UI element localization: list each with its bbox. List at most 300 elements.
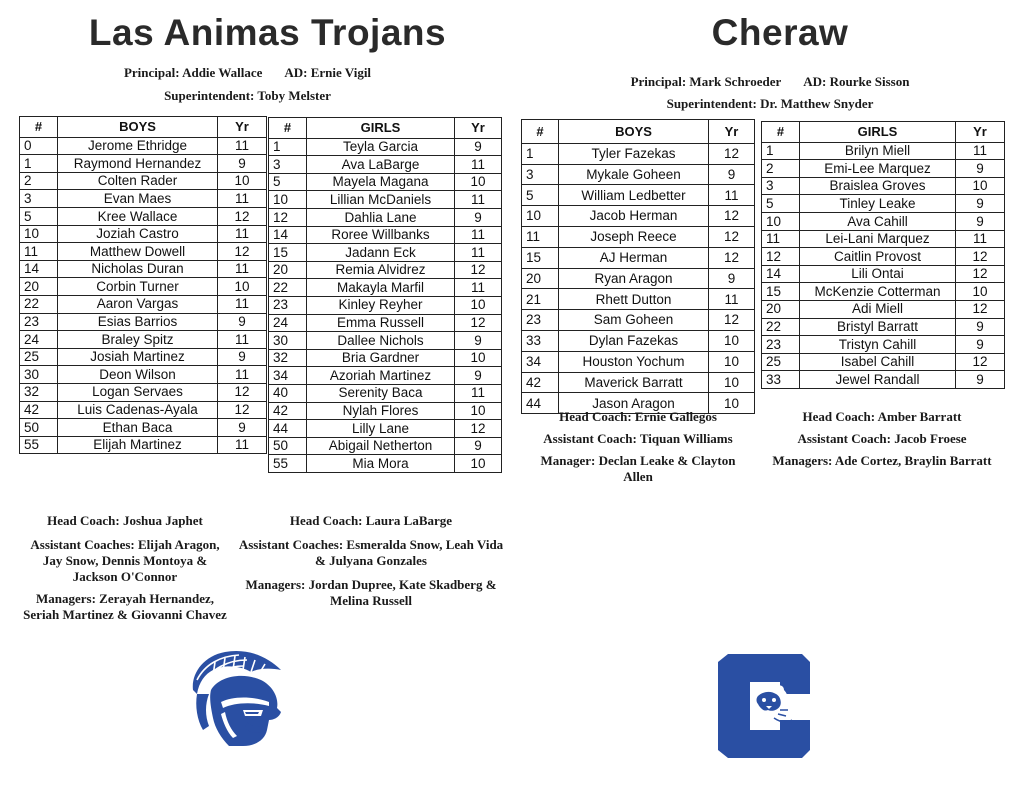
- player-year: 12: [956, 265, 1005, 283]
- las-animas-superintendent: Superintendent: Toby Melster: [164, 88, 331, 103]
- las-animas-principal: Principal: Addie Wallace: [123, 65, 263, 80]
- player-name: Emma Russell: [307, 314, 455, 332]
- player-year: 11: [956, 230, 1005, 248]
- jersey-number: 22: [269, 279, 307, 297]
- player-name: Bristyl Barratt: [800, 318, 956, 336]
- table-row: [20, 295, 267, 313]
- player-name: Makayla Marfil: [307, 279, 455, 297]
- cheraw-boys-roster: [521, 119, 755, 414]
- player-year: 11: [455, 226, 502, 244]
- player-year: 9: [455, 332, 502, 350]
- jersey-number: 34: [522, 351, 559, 372]
- jersey-number: 15: [762, 283, 800, 301]
- jersey-number: 23: [20, 313, 58, 331]
- player-name: Nicholas Duran: [58, 260, 218, 278]
- jersey-number: 33: [762, 371, 800, 389]
- player-name: McKenzie Cotterman: [800, 283, 956, 301]
- player-year: 12: [218, 207, 267, 225]
- player-name: Emi-Lee Marquez: [800, 160, 956, 178]
- name-header: GIRLS: [800, 122, 956, 143]
- table-row: [20, 366, 267, 384]
- player-name: Bria Gardner: [307, 349, 455, 367]
- player-name: Ryan Aragon: [559, 268, 709, 289]
- player-name: Dahlia Lane: [307, 208, 455, 226]
- jersey-number: 15: [522, 247, 559, 268]
- table-row: [522, 351, 755, 372]
- player-name: Roree Willbanks: [307, 226, 455, 244]
- player-name: Logan Servaes: [58, 383, 218, 401]
- cheraw-girls-assistant-coach: Assistant Coach: Jacob Froese: [797, 431, 967, 446]
- player-name: Mykale Goheen: [559, 164, 709, 185]
- player-name: Abigail Netherton: [307, 437, 455, 455]
- player-name: Serenity Baca: [307, 384, 455, 402]
- player-year: 9: [218, 313, 267, 331]
- player-year: 11: [218, 331, 267, 349]
- cheraw-c-logo-icon: [718, 654, 810, 758]
- jersey-number: 50: [269, 437, 307, 455]
- jersey-number: 10: [20, 225, 58, 243]
- jersey-number: 14: [20, 260, 58, 278]
- las-animas-admin-line: [50, 65, 445, 81]
- player-name: Tyler Fazekas: [559, 143, 709, 164]
- player-name: Remia Alvidrez: [307, 261, 455, 279]
- table-row: [522, 143, 755, 164]
- player-year: 9: [956, 318, 1005, 336]
- player-name: Jacob Herman: [559, 206, 709, 227]
- player-name: Houston Yochum: [559, 351, 709, 372]
- jersey-number: 42: [20, 401, 58, 419]
- jersey-number: 21: [522, 289, 559, 310]
- jersey-number: 11: [20, 243, 58, 261]
- player-year: 9: [218, 348, 267, 366]
- player-year: 10: [455, 402, 502, 420]
- player-name: Kree Wallace: [58, 207, 218, 225]
- player-year: 12: [709, 310, 755, 331]
- table-row: [20, 348, 267, 366]
- player-year: 9: [455, 437, 502, 455]
- table-row: [269, 349, 502, 367]
- player-year: 9: [218, 419, 267, 437]
- player-name: Sam Goheen: [559, 310, 709, 331]
- table-row: [522, 289, 755, 310]
- player-name: Corbin Turner: [58, 278, 218, 296]
- table-row: [522, 247, 755, 268]
- table-row: [269, 156, 502, 174]
- player-year: 11: [455, 156, 502, 174]
- table-row: [762, 160, 1005, 178]
- jersey-number: 3: [522, 164, 559, 185]
- jersey-number: 20: [269, 261, 307, 279]
- jersey-number: 34: [269, 367, 307, 385]
- table-row: [762, 142, 1005, 160]
- table-row: [269, 314, 502, 332]
- year-header: Yr: [218, 117, 267, 138]
- player-year: 12: [218, 383, 267, 401]
- player-name: Joseph Reece: [559, 226, 709, 247]
- table-row: [20, 155, 267, 173]
- jersey-number: 22: [20, 295, 58, 313]
- table-row: [762, 212, 1005, 230]
- player-name: Braley Spitz: [58, 331, 218, 349]
- player-year: 11: [709, 289, 755, 310]
- player-year: 9: [956, 195, 1005, 213]
- jersey-number: 24: [269, 314, 307, 332]
- cheraw-girls-managers: Managers: Ade Cortez, Braylin Barratt: [772, 453, 992, 468]
- player-year: 11: [218, 295, 267, 313]
- jersey-number: 2: [20, 172, 58, 190]
- jersey-number: 50: [20, 419, 58, 437]
- table-row: [762, 300, 1005, 318]
- jersey-number: 55: [269, 455, 307, 473]
- cheraw-title: Cheraw: [711, 12, 849, 53]
- las-animas-boys-roster: [19, 116, 267, 454]
- jersey-number: 20: [522, 268, 559, 289]
- player-year: 12: [709, 206, 755, 227]
- player-name: Braislea Groves: [800, 177, 956, 195]
- cheraw-ad: AD: Rourke Sisson: [803, 74, 910, 89]
- player-year: 11: [218, 260, 267, 278]
- player-year: 10: [709, 393, 755, 414]
- las-animas-title: Las Animas Trojans: [88, 12, 447, 53]
- player-year: 9: [455, 138, 502, 156]
- player-year: 9: [956, 371, 1005, 389]
- player-name: Lilly Lane: [307, 420, 455, 438]
- player-name: Jewel Randall: [800, 371, 956, 389]
- player-year: 10: [455, 455, 502, 473]
- jersey-number: 20: [20, 278, 58, 296]
- cheraw-admin-line: [560, 74, 980, 90]
- year-header: Yr: [709, 120, 755, 144]
- number-header: #: [269, 118, 307, 139]
- table-row: [269, 332, 502, 350]
- roster-header-row: [20, 117, 267, 138]
- table-row: [269, 279, 502, 297]
- jersey-number: 14: [762, 265, 800, 283]
- jersey-number: 10: [269, 191, 307, 209]
- las-animas-ad: AD: Ernie Vigil: [284, 65, 372, 80]
- player-name: Deon Wilson: [58, 366, 218, 384]
- player-name: Ava Cahill: [800, 212, 956, 230]
- player-name: Aaron Vargas: [58, 295, 218, 313]
- player-year: 9: [709, 164, 755, 185]
- table-row: [20, 331, 267, 349]
- table-row: [269, 261, 502, 279]
- table-row: [269, 296, 502, 314]
- jersey-number: 25: [20, 348, 58, 366]
- jersey-number: 25: [762, 353, 800, 371]
- player-name: Kinley Reyher: [307, 296, 455, 314]
- roster-header-row: [762, 122, 1005, 143]
- player-year: 11: [218, 137, 267, 155]
- cheraw-boys-manager: Manager: Declan Leake & Clayton Allen: [540, 453, 736, 484]
- player-year: 11: [455, 279, 502, 297]
- player-name: AJ Herman: [559, 247, 709, 268]
- player-name: Joziah Castro: [58, 225, 218, 243]
- las-animas-girls-staff: [236, 513, 506, 615]
- jersey-number: 10: [522, 206, 559, 227]
- player-name: Josiah Martinez: [58, 348, 218, 366]
- player-name: Isabel Cahill: [800, 353, 956, 371]
- table-row: [269, 402, 502, 420]
- player-year: 10: [455, 349, 502, 367]
- player-year: 12: [709, 247, 755, 268]
- jersey-number: 5: [269, 173, 307, 191]
- name-header: GIRLS: [307, 118, 455, 139]
- name-header: BOYS: [58, 117, 218, 138]
- jersey-number: 5: [20, 207, 58, 225]
- player-year: 10: [956, 177, 1005, 195]
- jersey-number: 1: [269, 138, 307, 156]
- player-name: Teyla Garcia: [307, 138, 455, 156]
- table-row: [762, 195, 1005, 213]
- las-animas-girls-roster: [268, 117, 502, 473]
- year-header: Yr: [956, 122, 1005, 143]
- jersey-number: 11: [762, 230, 800, 248]
- jersey-number: 32: [20, 383, 58, 401]
- table-row: [20, 137, 267, 155]
- year-header: Yr: [455, 118, 502, 139]
- player-name: Azoriah Martinez: [307, 367, 455, 385]
- table-row: [20, 243, 267, 261]
- table-row: [762, 177, 1005, 195]
- table-row: [20, 207, 267, 225]
- player-year: 11: [709, 185, 755, 206]
- las-animas-girls-assistant-coaches: Assistant Coaches: Esmeralda Snow, Leah Vida & Julyana Gonzales: [238, 537, 504, 568]
- cheraw-superintendent: Superintendent: Dr. Matthew Snyder: [666, 96, 874, 111]
- player-year: 11: [218, 190, 267, 208]
- table-row: [20, 190, 267, 208]
- player-year: 11: [956, 142, 1005, 160]
- jersey-number: 14: [269, 226, 307, 244]
- table-row: [269, 367, 502, 385]
- table-row: [522, 226, 755, 247]
- table-row: [762, 248, 1005, 266]
- cheraw-girls-head-coach: Head Coach: Amber Barratt: [802, 409, 962, 424]
- player-year: 9: [709, 268, 755, 289]
- jersey-number: 23: [522, 310, 559, 331]
- table-row: [762, 336, 1005, 354]
- table-row: [762, 265, 1005, 283]
- player-year: 12: [956, 353, 1005, 371]
- player-name: Mia Mora: [307, 455, 455, 473]
- cheraw-principal: Principal: Mark Schroeder: [630, 74, 782, 89]
- player-year: 12: [218, 243, 267, 261]
- cheraw-girls-roster: [761, 121, 1005, 389]
- table-row: [762, 318, 1005, 336]
- jersey-number: 32: [269, 349, 307, 367]
- las-animas-boys-managers: Managers: Zerayah Hernandez, Seriah Martinez & Giovanni Chavez: [23, 591, 227, 622]
- jersey-number: 5: [762, 195, 800, 213]
- table-row: [20, 436, 267, 454]
- player-year: 10: [956, 283, 1005, 301]
- player-year: 9: [956, 160, 1005, 178]
- jersey-number: 44: [269, 420, 307, 438]
- table-row: [269, 208, 502, 226]
- table-row: [269, 455, 502, 473]
- number-header: #: [522, 120, 559, 144]
- player-name: Ethan Baca: [58, 419, 218, 437]
- player-name: Lillian McDaniels: [307, 191, 455, 209]
- cheraw-boys-staff: [524, 409, 752, 491]
- player-name: Esias Barrios: [58, 313, 218, 331]
- number-header: #: [762, 122, 800, 143]
- cheraw-boys-head-coach: Head Coach: Ernie Gallegos: [559, 409, 717, 424]
- table-row: [20, 383, 267, 401]
- table-row: [269, 420, 502, 438]
- player-year: 11: [455, 191, 502, 209]
- table-row: [269, 191, 502, 209]
- player-year: 11: [218, 436, 267, 454]
- player-year: 9: [455, 208, 502, 226]
- table-row: [269, 437, 502, 455]
- player-year: 12: [455, 314, 502, 332]
- table-row: [20, 172, 267, 190]
- cheraw-boys-assistant-coach: Assistant Coach: Tiquan Williams: [543, 431, 733, 446]
- table-row: [762, 283, 1005, 301]
- player-name: William Ledbetter: [559, 185, 709, 206]
- player-name: Elijah Martinez: [58, 436, 218, 454]
- player-name: Dallee Nichols: [307, 332, 455, 350]
- jersey-number: 42: [522, 372, 559, 393]
- jersey-number: 0: [20, 137, 58, 155]
- table-row: [522, 372, 755, 393]
- player-name: Jerome Ethridge: [58, 137, 218, 155]
- roster-header-row: [269, 118, 502, 139]
- jersey-number: 30: [20, 366, 58, 384]
- jersey-number: 12: [762, 248, 800, 266]
- jersey-number: 15: [269, 244, 307, 262]
- table-row: [20, 278, 267, 296]
- table-row: [20, 401, 267, 419]
- player-year: 11: [218, 366, 267, 384]
- las-animas-boys-assistant-coaches: Assistant Coaches: Elijah Aragon, Jay Snow, Dennis Montoya & Jackson O'Connor: [30, 537, 220, 584]
- table-row: [269, 226, 502, 244]
- jersey-number: 2: [762, 160, 800, 178]
- las-animas-boys-staff: [18, 513, 232, 629]
- player-year: 9: [455, 367, 502, 385]
- jersey-number: 44: [522, 393, 559, 414]
- player-name: Adi Miell: [800, 300, 956, 318]
- player-year: 12: [709, 226, 755, 247]
- player-year: 11: [455, 244, 502, 262]
- player-year: 10: [218, 172, 267, 190]
- table-row: [762, 353, 1005, 371]
- jersey-number: 23: [269, 296, 307, 314]
- table-row: [20, 225, 267, 243]
- jersey-number: 10: [762, 212, 800, 230]
- table-row: [762, 230, 1005, 248]
- player-name: Evan Maes: [58, 190, 218, 208]
- player-year: 10: [455, 173, 502, 191]
- jersey-number: 5: [522, 185, 559, 206]
- player-name: Colten Rader: [58, 172, 218, 190]
- player-year: 9: [218, 155, 267, 173]
- player-year: 10: [218, 278, 267, 296]
- table-row: [522, 185, 755, 206]
- player-year: 11: [218, 225, 267, 243]
- jersey-number: 12: [269, 208, 307, 226]
- jersey-number: 3: [762, 177, 800, 195]
- table-row: [20, 313, 267, 331]
- player-year: 11: [455, 384, 502, 402]
- player-year: 10: [709, 330, 755, 351]
- table-row: [762, 371, 1005, 389]
- jersey-number: 22: [762, 318, 800, 336]
- player-name: Jason Aragon: [559, 393, 709, 414]
- player-name: Ava LaBarge: [307, 156, 455, 174]
- player-year: 12: [455, 261, 502, 279]
- player-year: 10: [709, 372, 755, 393]
- table-row: [20, 419, 267, 437]
- jersey-number: 42: [269, 402, 307, 420]
- jersey-number: 1: [522, 143, 559, 164]
- player-year: 10: [455, 296, 502, 314]
- player-name: Raymond Hernandez: [58, 155, 218, 173]
- jersey-number: 1: [20, 155, 58, 173]
- player-year: 12: [956, 248, 1005, 266]
- player-name: Lei-Lani Marquez: [800, 230, 956, 248]
- player-year: 12: [455, 420, 502, 438]
- table-row: [522, 268, 755, 289]
- table-row: [522, 310, 755, 331]
- trojan-helmet-logo-icon: [185, 646, 291, 752]
- player-name: Luis Cadenas-Ayala: [58, 401, 218, 419]
- name-header: BOYS: [559, 120, 709, 144]
- las-animas-girls-managers: Managers: Jordan Dupree, Kate Skadberg & Melina Russell: [245, 577, 497, 608]
- table-row: [269, 244, 502, 262]
- player-year: 9: [956, 212, 1005, 230]
- number-header: #: [20, 117, 58, 138]
- jersey-number: 30: [269, 332, 307, 350]
- table-row: [269, 384, 502, 402]
- player-name: Brilyn Miell: [800, 142, 956, 160]
- jersey-number: 11: [522, 226, 559, 247]
- table-row: [269, 173, 502, 191]
- player-name: Lili Ontai: [800, 265, 956, 283]
- jersey-number: 23: [762, 336, 800, 354]
- player-name: Caitlin Provost: [800, 248, 956, 266]
- las-animas-boys-head-coach: Head Coach: Joshua Japhet: [47, 513, 203, 528]
- player-year: 10: [709, 351, 755, 372]
- player-year: 12: [956, 300, 1005, 318]
- jersey-number: 1: [762, 142, 800, 160]
- player-year: 12: [709, 143, 755, 164]
- player-year: 9: [956, 336, 1005, 354]
- player-name: Maverick Barratt: [559, 372, 709, 393]
- player-name: Matthew Dowell: [58, 243, 218, 261]
- cheraw-girls-staff: [758, 409, 1006, 475]
- table-row: [522, 330, 755, 351]
- player-name: Rhett Dutton: [559, 289, 709, 310]
- jersey-number: 20: [762, 300, 800, 318]
- jersey-number: 3: [269, 156, 307, 174]
- jersey-number: 24: [20, 331, 58, 349]
- player-name: Tinley Leake: [800, 195, 956, 213]
- table-row: [20, 260, 267, 278]
- player-year: 12: [218, 401, 267, 419]
- player-name: Nylah Flores: [307, 402, 455, 420]
- las-animas-girls-head-coach: Head Coach: Laura LaBarge: [289, 513, 453, 528]
- player-name: Jadann Eck: [307, 244, 455, 262]
- player-name: Dylan Fazekas: [559, 330, 709, 351]
- table-row: [522, 164, 755, 185]
- player-name: Tristyn Cahill: [800, 336, 956, 354]
- jersey-number: 3: [20, 190, 58, 208]
- jersey-number: 55: [20, 436, 58, 454]
- jersey-number: 40: [269, 384, 307, 402]
- table-row: [269, 138, 502, 156]
- table-row: [522, 206, 755, 227]
